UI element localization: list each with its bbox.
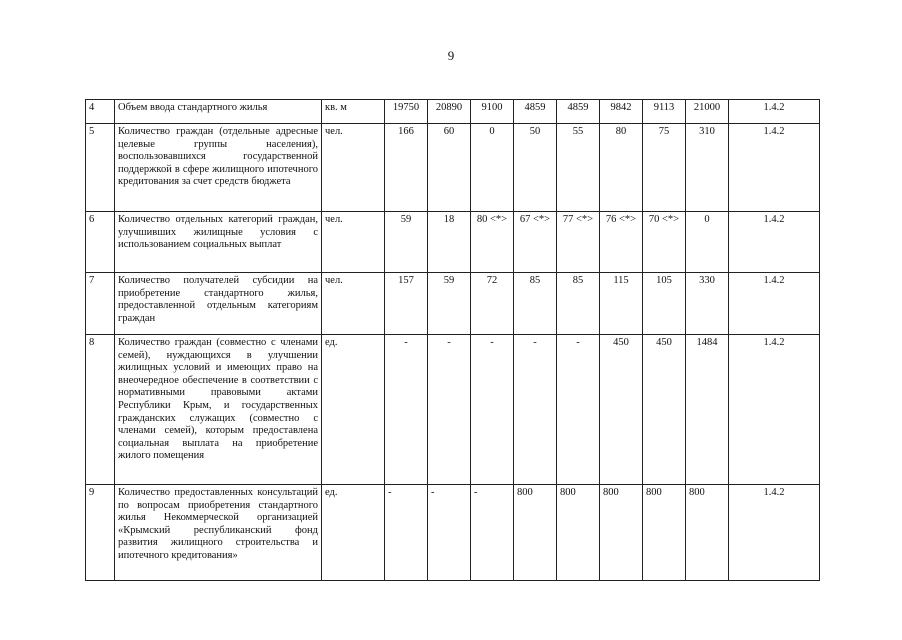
value-cell: - — [514, 335, 557, 485]
value-cell: - — [557, 335, 600, 485]
value-cell: 157 — [385, 273, 428, 335]
value-cell: 0 — [471, 124, 514, 212]
value-cell: 59 — [428, 273, 471, 335]
value-cell: 9842 — [600, 100, 643, 124]
value-cell: 50 — [514, 124, 557, 212]
reference-cell: 1.4.2 — [729, 124, 820, 212]
value-cell: 18 — [428, 212, 471, 273]
value-cell: 59 — [385, 212, 428, 273]
value-cell: - — [471, 335, 514, 485]
value-cell: 85 — [514, 273, 557, 335]
value-cell: 330 — [686, 273, 729, 335]
unit-cell: ед. — [322, 485, 385, 581]
value-cell: - — [428, 335, 471, 485]
table-row — [86, 100, 820, 124]
reference-cell: 1.4.2 — [729, 485, 820, 581]
value-cell: 800 — [643, 485, 686, 581]
value-cell: 77 <*> — [557, 212, 600, 273]
value-cell: 9113 — [643, 100, 686, 124]
row-number: 7 — [86, 273, 115, 335]
reference-cell: 1.4.2 — [729, 212, 820, 273]
value-cell: 115 — [600, 273, 643, 335]
value-cell: 105 — [643, 273, 686, 335]
indicator-name: Количество граждан (совместно с членами семей), нуждающихся в улучшении жилищных условий и имеющих право на внеочередное обеспечение в соответствии с нормативными правовыми актами Республики Крым, и государственных гражданских служащих (совместно с членами семей), которым предоставлена социальная выплата на приобретение жилого помещения — [115, 335, 322, 485]
unit-cell: чел. — [322, 124, 385, 212]
value-cell: 72 — [471, 273, 514, 335]
indicator-name: Количество отдельных категорий граждан, улучшивших жилищные условия с использованием социальных выплат — [115, 212, 322, 273]
value-cell: 60 — [428, 124, 471, 212]
value-cell: 85 — [557, 273, 600, 335]
value-cell: 1484 — [686, 335, 729, 485]
value-cell: 800 — [686, 485, 729, 581]
value-cell: 76 <*> — [600, 212, 643, 273]
unit-cell: чел. — [322, 273, 385, 335]
value-cell: 450 — [600, 335, 643, 485]
value-cell: - — [428, 485, 471, 581]
indicator-name: Количество получателей субсидии на приобретение стандартного жилья, предоставленной отдельным категориям граждан — [115, 273, 322, 335]
page-number: 9 — [447, 48, 455, 63]
value-cell: 800 — [557, 485, 600, 581]
value-cell: 75 — [643, 124, 686, 212]
table-row — [86, 273, 820, 335]
indicator-name: Количество предоставленных консультаций по вопросам приобретения стандартного жилья Некоммерческой организацией «Крымский республиканский фонд развития жилищного строительства и ипотечного кредитования» — [115, 485, 322, 581]
value-cell: 4859 — [514, 100, 557, 124]
unit-cell: ед. — [322, 335, 385, 485]
value-cell: 20890 — [428, 100, 471, 124]
value-cell: 800 — [514, 485, 557, 581]
table-row — [86, 335, 820, 485]
indicator-name: Количество граждан (отдельные адресные целевые группы населения), воспользовавшихся государственной поддержкой в сфере жилищного ипотечного кредитования за счет средств бюджета — [115, 124, 322, 212]
value-cell: 310 — [686, 124, 729, 212]
table-row — [86, 485, 820, 581]
row-number: 5 — [86, 124, 115, 212]
value-cell: 0 — [686, 212, 729, 273]
value-cell: - — [385, 335, 428, 485]
value-cell: 166 — [385, 124, 428, 212]
reference-cell: 1.4.2 — [729, 335, 820, 485]
value-cell: 19750 — [385, 100, 428, 124]
value-cell: 80 — [600, 124, 643, 212]
value-cell: - — [471, 485, 514, 581]
reference-cell: 1.4.2 — [729, 273, 820, 335]
table-row — [86, 212, 820, 273]
row-number: 4 — [86, 100, 115, 124]
value-cell: 67 <*> — [514, 212, 557, 273]
table-row — [86, 124, 820, 212]
unit-cell: кв. м — [322, 100, 385, 124]
reference-cell: 1.4.2 — [729, 100, 820, 124]
value-cell: 80 <*> — [471, 212, 514, 273]
value-cell: - — [385, 485, 428, 581]
indicators-table — [85, 99, 820, 581]
value-cell: 4859 — [557, 100, 600, 124]
row-number: 6 — [86, 212, 115, 273]
value-cell: 21000 — [686, 100, 729, 124]
value-cell: 9100 — [471, 100, 514, 124]
unit-cell: чел. — [322, 212, 385, 273]
value-cell: 800 — [600, 485, 643, 581]
row-number: 8 — [86, 335, 115, 485]
value-cell: 70 <*> — [643, 212, 686, 273]
row-number: 9 — [86, 485, 115, 581]
value-cell: 450 — [643, 335, 686, 485]
value-cell: 55 — [557, 124, 600, 212]
indicator-name: Объем ввода стандартного жилья — [115, 100, 322, 124]
